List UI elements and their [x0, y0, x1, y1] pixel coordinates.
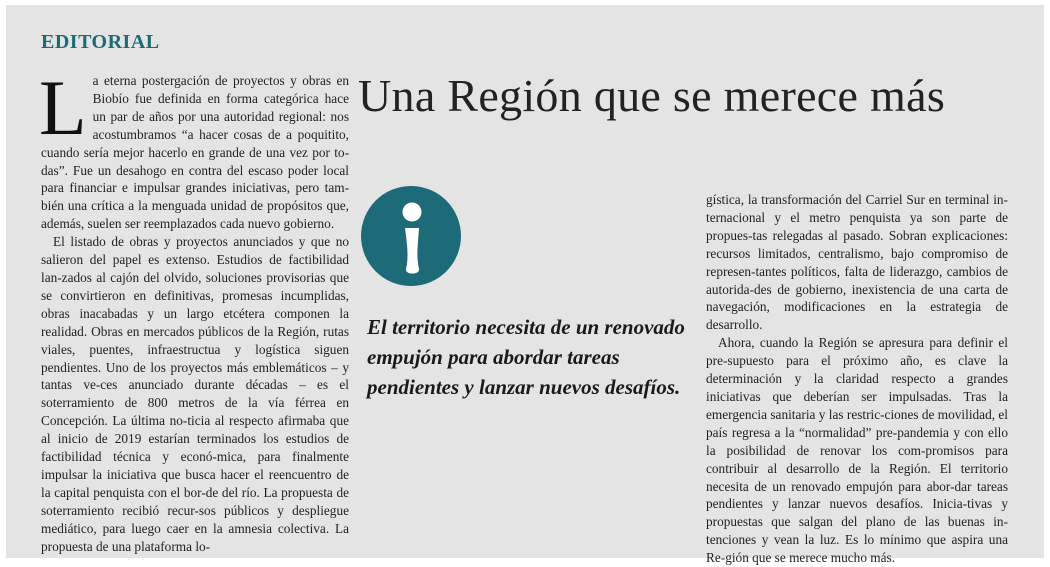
- newspaper-page: [6, 5, 1044, 566]
- info-icon: [361, 186, 461, 286]
- paragraph-text: a eterna postergación de proyectos y obras en Biobío fue definida en forma categórica hace un par de años por una autoridad regional: nos acostumbramos “a hacer cosas de a poquitito, cuando sería mejor hacerlo en grande de una vez por to-das”. Fue un desahogo en contra del escaso poder local para financiar e impulsar grandes iniciativas, pero tam-bién una crítica a la menguada unidad de propósitos que, además, suelen ser reemplazados cada nuevo gobierno.: [41, 73, 349, 232]
- section-label: EDITORIAL: [41, 31, 160, 53]
- headline: Una Región que se merece más: [358, 70, 946, 121]
- article-paragraph-1: [39, 64, 349, 233]
- article-column-right: [706, 191, 1008, 567]
- article-paragraph-4: Ahora, cuando la Región se apresura para definir el pre-supuesto para el próximo año, es clave la determinación y la claridad respecto a grandes iniciativas que deberían ser impulsadas. Tras la emergencia sanitaria y las restric-ciones de movilidad, el país regresa a la “normalidad” pre-pandemia y con ello la posibilidad de renovar los com-promisos para contribuir al desarrollo de la Región. El territorio necesita de un renovado empujón para abor-dar tareas pendientes y lanzar nuevos desafíos. Inicia-tivas y propuestas que salgan del plano de las buenas in-tenciones y vean la luz. Es lo mínimo que aspira una Re-gión que se merece mucho más.: [706, 335, 1008, 566]
- article-column-left: [39, 64, 349, 555]
- article-paragraph-3: gística, la transformación del Carriel Sur en terminal in-ternacional y el metro penquista ya son parte de propues-tas relegadas al pasado. Sobran explicaciones: recursos limitados, centralismo, bajo compromiso de represen-tantes políticos, falta de liderazgo, cambios de autorida-des de gobierno, inexistencia de una carta de navegación, modificaciones en la estrategia de desarrollo.: [706, 192, 1008, 333]
- info-icon-dot: [403, 203, 422, 222]
- article-paragraph-2: El listado de obras y proyectos anunciados y que no salieron del papel es extenso. Estudios de factibilidad lan-zados al cajón del olvido, soluciones provisorias que se convirtieron en definitivas, promesas incumplidas, obras inacabadas y un largo etcétera componen la realidad. Obras en mercados públicos de la Región, rutas viales, puentes, infraestructua y logística siguen pendientes. Uno de los proyectos más emblemáticos – y tantas ve-ces anunciado durante décadas – es el soterramiento de 800 metros de la vía férrea en Concepción. La última no-ticia al respecto afirmaba que al inicio de 2019 estarían terminados los estudios de factibilidad técnica y econó-mica, para finalmente impulsar la iniciativa que busca hacer el reencuentro de la capital penquista con el bor-de del río. La propuesta de soterramiento recibió recur-sos públicos y despliegue mediático, para luego caer en la amnesia colectiva. La propuesta de una plataforma lo-: [41, 234, 349, 554]
- drop-cap: L: [39, 64, 87, 151]
- pull-quote: El territorio necesita de un renovado empujón para abordar tareas pendientes y lanzar nuevos desafíos.: [367, 315, 685, 399]
